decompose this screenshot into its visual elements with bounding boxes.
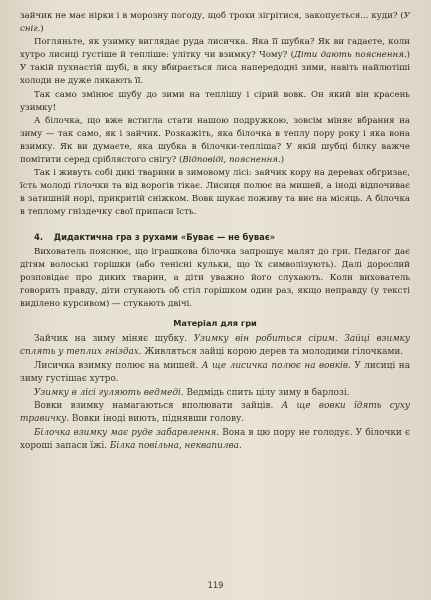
intro-text: [20, 10, 410, 220]
section-number: 4.: [34, 231, 44, 242]
text-run: У сніг.: [20, 11, 410, 35]
text-run: А білочка, що вже встигла стати нашою подружкою, зовсім міняє вбрання на зиму — так само, як і зайчик. Розкажіть, яка білочка в теплу пору року і яка вона взимку. Як ви думаєте, яка шубка в білочки-тепліша? У якій шубці білку важче помітити серед сріблястого снігу? (: [20, 115, 410, 166]
page-content: [20, 10, 410, 454]
text-run: Діти дають пояснення.: [293, 50, 407, 61]
text-run: У лисиці на зиму густішає хутро.: [20, 360, 410, 385]
section-paragraph: [20, 246, 410, 311]
material-paragraph: [20, 333, 410, 360]
material-paragraph: [20, 387, 410, 400]
paragraph: [20, 115, 410, 167]
material-paragraph: [20, 427, 410, 454]
text-run: А ще лисичка полює на вовків.: [201, 360, 351, 371]
page-number: 119: [207, 580, 224, 590]
game-material: [20, 318, 410, 454]
text-run: Вовки взимку намагаються вполювати зайців.: [34, 401, 282, 411]
section-title: Дидактична гра з рухами «Буває — не буває»: [53, 231, 276, 242]
text-run: Лисичка взимку полює на мишей.: [34, 360, 202, 371]
text-run: Вихователь пояснює, що іграшкова білочка запрошує малят до гри. Педагог дає дітям волоські горішки (або тенісні кульки, що їх символізують). Далі дорослий розповідає про диких тварин, а діти уважно його слухають. Коли вихователь говорить правду, діти стукають об стіл горішком один раз, якщо неправду (у тексті виділено курсивом) — стукають двічі.: [20, 246, 410, 309]
text-run: ): [280, 155, 285, 166]
material-paragraph: [20, 360, 410, 387]
text-run: Так само змінює шубу до зими на теплішу і сірий вовк. Он який він красень узимку!: [20, 89, 410, 113]
text-run: Відповіді, пояснення.: [182, 155, 281, 166]
paragraph: [20, 36, 410, 88]
material-body: [20, 333, 410, 454]
text-run: Живляться зайці корою дерев та молодими гілочками.: [141, 347, 404, 358]
text-run: Ведмідь спить цілу зиму в барлозі.: [183, 387, 350, 398]
material-title: Матеріал для гри: [173, 317, 257, 328]
text-run: зайчик не має нірки і в морозну погоду, щоб трохи зігрітися, закопується... куди? (: [20, 11, 404, 21]
section-heading: [20, 231, 410, 243]
paragraph: [20, 89, 410, 115]
text-run: А ще вовки їдять суху травичку.: [20, 401, 410, 425]
text-run: Зайчик на зиму міняє шубку.: [34, 333, 194, 344]
text-run: Узимку він робиться сірим. Зайці взимку сплять у теплих гніздах.: [20, 333, 411, 358]
text-run: Білка повільна, неквапилва.: [109, 441, 242, 452]
material-paragraph: [20, 400, 410, 427]
text-run: ) У такій пухнастій шубі, в яку вбирається лиса напередодні зими, навіть найлютіші холоди не дуже лякають її.: [20, 50, 410, 87]
paragraph: [20, 167, 410, 219]
text-run: Погляньте, як узимку виглядає руда лисичка. Яка її шубка? Як ви гадаєте, коли хутро лисиці густіше й тепліше: улітку чи взимку? Чому? (: [20, 37, 410, 61]
text-run: Узимку в лісі гуляють ведмеді.: [34, 387, 184, 398]
text-run: Білочка взимку має руде забарвлення.: [34, 427, 220, 438]
section-body: [20, 246, 410, 311]
text-run: Вона в цю пору не голодує. У білочки є хороші запаси їжі.: [20, 427, 410, 452]
text-run: ): [40, 24, 44, 35]
paragraph: [20, 10, 410, 36]
text-run: Так і живуть собі дикі тварини в зимовому лісі: зайчик кору на деревах обгризає, їсть молоді гілочки та від ворогів тікає. Лисиця полює на мишей, а іноді відпочиває в затишній норі, прикритій сніжком. Вовк шукає поживу та виє на місяць. А білочка в теплому гніздечку свої припаси їсть.: [20, 168, 410, 218]
text-run: Вовки іноді виють, піднявши голову.: [69, 414, 245, 425]
